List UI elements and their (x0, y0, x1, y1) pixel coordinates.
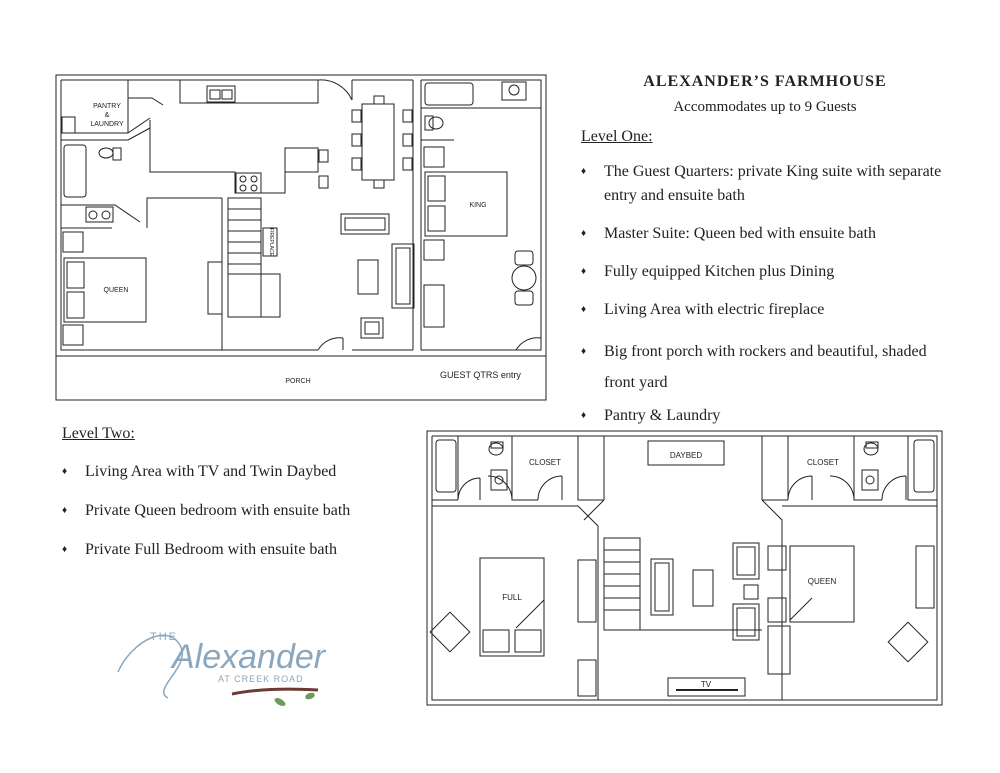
list-item: ♦ The Guest Quarters: private King suite with separate entry and ensuite bath (581, 160, 961, 222)
fireplace-label: FIREPLACE (268, 228, 274, 256)
dresser (916, 546, 934, 608)
bullet-icon: ♦ (62, 544, 68, 555)
nightstand (768, 598, 786, 622)
chair (888, 622, 928, 662)
bullet-icon: ♦ (581, 304, 587, 315)
coffee-table (693, 570, 713, 606)
leaf-icon (304, 691, 315, 700)
bullet-icon: ♦ (581, 346, 587, 357)
closet-label-left: CLOSET (528, 458, 562, 467)
pillow (483, 630, 509, 652)
list-item: ♦ Master Suite: Queen bed with ensuite bath (581, 222, 961, 260)
dresser (768, 626, 790, 674)
door (488, 476, 512, 500)
bullet-icon: ♦ (581, 410, 587, 421)
dresser (578, 560, 596, 622)
pillow (515, 630, 541, 652)
level-one-heading: Level One: (581, 128, 653, 145)
daybed-label: DAYBED (669, 451, 703, 460)
closet-label-right: CLOSET (806, 458, 840, 467)
door (788, 476, 812, 500)
bath-wall (432, 436, 604, 500)
tub-icon (914, 440, 934, 492)
bullet-icon: ♦ (62, 466, 68, 477)
list-item: ♦ Private Full Bedroom with ensuite bath (62, 538, 432, 577)
page-title: ALEXANDER’S FARMHOUSE (643, 73, 887, 90)
pantry-label-amp: & (104, 112, 110, 119)
nightstand (768, 546, 786, 570)
logo-the: THE (150, 631, 178, 643)
sink-icon (491, 470, 507, 490)
full-label: FULL (502, 593, 522, 602)
queen-label: QUEEN (807, 577, 837, 586)
king-label: KING (469, 202, 487, 209)
sink-icon (862, 470, 878, 490)
list-item: ♦ Living Area with electric fireplace (581, 298, 961, 336)
logo (112, 610, 332, 710)
list-item: ♦ Living Area with TV and Twin Daybed (62, 460, 432, 499)
list-item: ♦ Fully equipped Kitchen plus Dining (581, 260, 961, 298)
tv-label: TV (700, 680, 712, 689)
queen-label: QUEEN (103, 287, 129, 294)
dresser (578, 660, 596, 696)
sofa (651, 559, 673, 615)
bedroom-wall (432, 506, 598, 700)
door (538, 476, 562, 500)
wall (762, 500, 782, 700)
level-two-heading: Level Two: (62, 425, 135, 442)
page-subtitle: Accommodates up to 9 Guests (673, 99, 857, 115)
wall (584, 436, 604, 520)
list-item: ♦ Pantry & Laundry (581, 404, 961, 428)
wall (432, 436, 937, 700)
list-item: ♦ Private Queen bedroom with ensuite bath (62, 499, 432, 538)
bullet-icon: ♦ (62, 505, 68, 516)
logo-tagline: AT CREEK ROAD (218, 674, 304, 684)
chair (430, 612, 470, 652)
plan-outline (427, 431, 942, 705)
logo-name: Alexander (172, 638, 326, 676)
door (830, 476, 854, 500)
door (458, 478, 480, 500)
tub-icon (436, 440, 456, 492)
branch-icon (232, 689, 318, 694)
list-item: ♦ Big front porch with rockers and beautiful, shaded front yard (581, 336, 961, 404)
pantry-label: PANTRY (93, 103, 121, 110)
sink-basin (866, 476, 874, 484)
door (882, 476, 906, 500)
bullet-icon: ♦ (581, 166, 587, 177)
side-table (744, 585, 758, 599)
bullet-icon: ♦ (581, 228, 587, 239)
bullet-icon: ♦ (581, 266, 587, 277)
guest-entry-label: GUEST QTRS entry (440, 370, 521, 380)
leaf-icon (273, 696, 286, 707)
logo-mark (112, 610, 332, 710)
porch-label: PORCH (285, 378, 311, 385)
full-bed (480, 558, 544, 656)
laundry-label: LAUNDRY (90, 121, 124, 128)
bath-wall (762, 436, 937, 500)
stairs (604, 538, 640, 630)
